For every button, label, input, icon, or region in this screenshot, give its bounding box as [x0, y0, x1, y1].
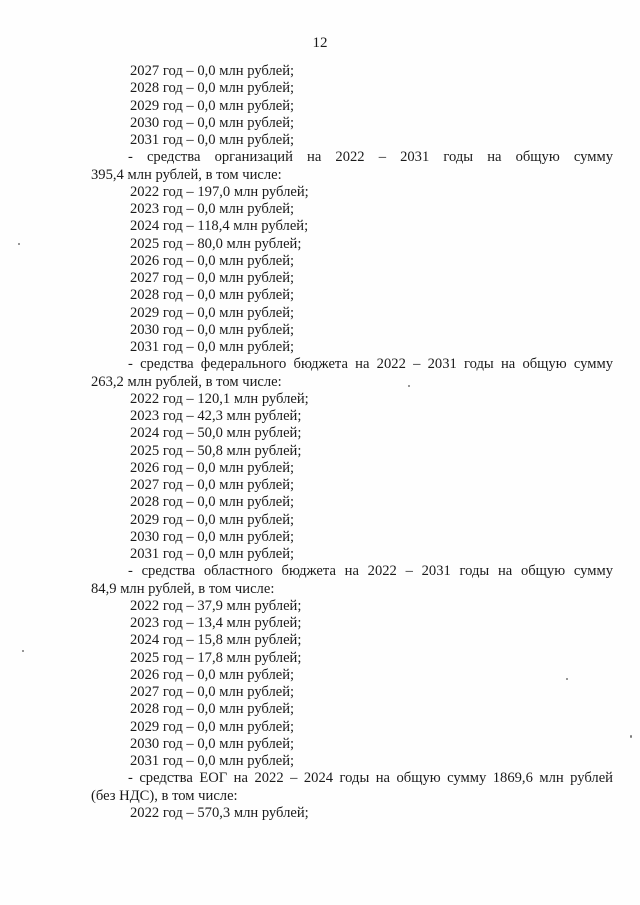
year-amount-line: 2022 год – 37,9 млн рублей; — [130, 597, 302, 614]
scan-speck — [630, 735, 632, 738]
year-amount-line: 2022 год – 570,3 млн рублей; — [130, 804, 309, 821]
funding-source-line: - средства федерального бюджета на 2022 – 2031 годы на общую сумму — [128, 356, 613, 373]
funding-source-line: - средства областного бюджета на 2022 – 2031 годы на общую сумму — [128, 563, 613, 580]
year-amount-line: 2022 год – 197,0 млн рублей; — [130, 183, 309, 200]
year-amount-line: 2029 год – 0,0 млн рублей; — [130, 97, 295, 114]
funding-source-line: - средства ЕОГ на 2022 – 2024 годы на общую сумму 1869,6 млн рублей — [128, 770, 613, 787]
year-amount-line: 2031 год – 0,0 млн рублей; — [130, 132, 295, 148]
year-amount-line: 2030 год – 0,0 млн рублей; — [130, 528, 295, 545]
year-amount-line: 2023 год – 42,3 млн рублей; — [130, 408, 302, 424]
funding-total-line: 263,2 млн рублей, в том числе: — [91, 373, 282, 390]
page-number: 12 — [312, 35, 328, 51]
funding-total-line: (без НДС), в том числе: — [91, 787, 238, 804]
year-amount-line: 2028 год – 0,0 млн рублей; — [130, 287, 295, 304]
year-amount-line: 2029 год – 0,0 млн рублей; — [130, 718, 295, 735]
year-amount-line: 2027 год – 0,0 млн рублей; — [130, 684, 295, 700]
funding-total-line: 84,9 млн рублей, в том числе: — [91, 580, 275, 597]
year-amount-line: 2025 год – 17,8 млн рублей; — [130, 649, 302, 666]
document-body — [91, 63, 613, 822]
year-amount-line: 2027 год – 0,0 млн рублей; — [130, 477, 295, 493]
year-amount-line: 2031 год – 0,0 млн рублей; — [130, 546, 295, 562]
year-amount-line: 2030 год – 0,0 млн рублей; — [130, 114, 295, 131]
year-amount-line: 2031 год – 0,0 млн рублей; — [130, 339, 295, 355]
year-amount-line: 2026 год – 0,0 млн рублей; — [130, 252, 295, 269]
year-amount-line: 2024 год – 50,0 млн рублей; — [130, 425, 302, 442]
year-amount-line: 2027 год – 0,0 млн рублей; — [130, 63, 295, 79]
year-amount-line: 2024 год – 118,4 млн рублей; — [130, 218, 309, 235]
year-amount-line: 2029 год – 0,0 млн рублей; — [130, 304, 295, 321]
year-amount-line: 2029 год – 0,0 млн рублей; — [130, 511, 295, 528]
year-amount-line: 2028 год – 0,0 млн рублей; — [130, 701, 295, 718]
funding-source-line: - средства организаций на 2022 – 2031 годы на общую сумму — [128, 149, 613, 166]
year-amount-line: 2028 год – 0,0 млн рублей; — [130, 494, 295, 511]
year-amount-line: 2025 год – 80,0 млн рублей; — [130, 235, 302, 252]
year-amount-line: 2026 год – 0,0 млн рублей; — [130, 459, 295, 476]
year-amount-line: 2022 год – 120,1 млн рублей; — [130, 390, 309, 407]
scan-speck — [22, 650, 24, 652]
year-amount-line: 2024 год – 15,8 млн рублей; — [130, 632, 302, 649]
year-amount-line: 2026 год – 0,0 млн рублей; — [130, 666, 295, 683]
year-amount-line: 2030 год – 0,0 млн рублей; — [130, 735, 295, 752]
year-amount-line: 2027 год – 0,0 млн рублей; — [130, 270, 295, 286]
year-amount-line: 2031 год – 0,0 млн рублей; — [130, 753, 295, 769]
scan-speck — [566, 678, 568, 680]
funding-total-line: 395,4 млн рублей, в том числе: — [91, 166, 282, 183]
year-amount-line: 2023 год – 13,4 млн рублей; — [130, 615, 302, 631]
scan-speck — [408, 385, 410, 387]
year-amount-line: 2030 год – 0,0 млн рублей; — [130, 321, 295, 338]
scan-speck — [18, 243, 20, 245]
year-amount-line: 2028 год – 0,0 млн рублей; — [130, 80, 295, 97]
year-amount-line: 2025 год – 50,8 млн рублей; — [130, 442, 302, 459]
year-amount-line: 2023 год – 0,0 млн рублей; — [130, 201, 295, 217]
